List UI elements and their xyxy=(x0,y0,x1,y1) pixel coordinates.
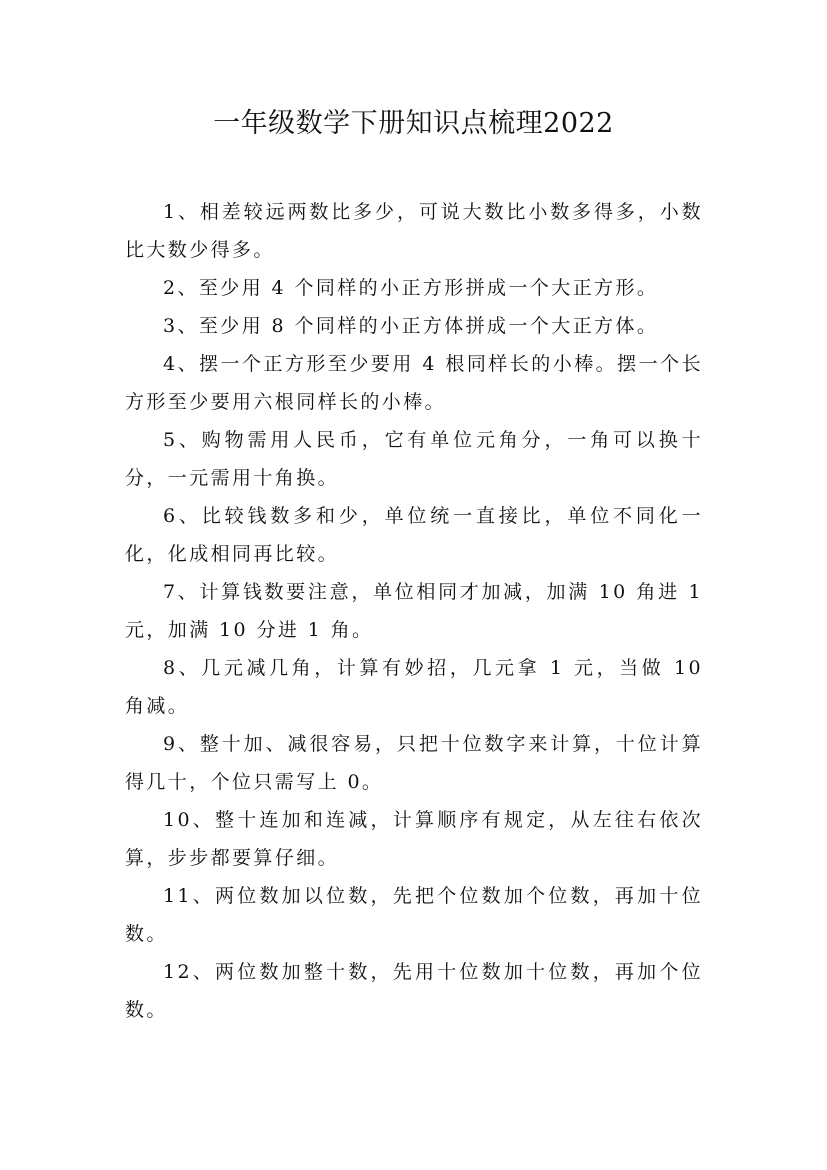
knowledge-point-9: 9、整十加、减很容易，只把十位数字来计算，十位计算得几十，个位只需写上 0。 xyxy=(125,733,703,793)
knowledge-point-5: 5、购物需用人民币，它有单位元角分，一角可以换十分，一元需用十角换。 xyxy=(125,429,703,489)
document-body xyxy=(125,193,703,1029)
knowledge-point-11: 11、两位数加以位数，先把个位数加个位数，再加十位数。 xyxy=(125,885,703,945)
knowledge-point-2: 2、至少用 4 个同样的小正方形拼成一个大正方形。 xyxy=(163,277,659,299)
knowledge-point-12: 12、两位数加整十数，先用十位数加十位数，再加个位数。 xyxy=(125,961,703,1021)
knowledge-point-6: 6、比较钱数多和少，单位统一直接比，单位不同化一化，化成相同再比较。 xyxy=(125,505,703,565)
knowledge-point-7: 7、计算钱数要注意，单位相同才加减，加满 10 角进 1 元，加满 10 分进 1 角。 xyxy=(125,581,703,641)
knowledge-point-1: 1、相差较远两数比多少，可说大数比小数多得多，小数比大数少得多。 xyxy=(125,201,703,261)
document-title: 一年级数学下册知识点梳理2022 xyxy=(213,108,614,139)
knowledge-point-8: 8、几元减几角，计算有妙招，几元拿 1 元，当做 10 角减。 xyxy=(125,657,703,717)
knowledge-point-4: 4、摆一个正方形至少要用 4 根同样长的小棒。摆一个长方形至少要用六根同样长的小棒。 xyxy=(125,353,703,413)
knowledge-point-3: 3、至少用 8 个同样的小正方体拼成一个大正方体。 xyxy=(163,315,659,337)
knowledge-point-10: 10、整十连加和连减，计算顺序有规定，从左往右依次算，步步都要算仔细。 xyxy=(125,809,703,869)
